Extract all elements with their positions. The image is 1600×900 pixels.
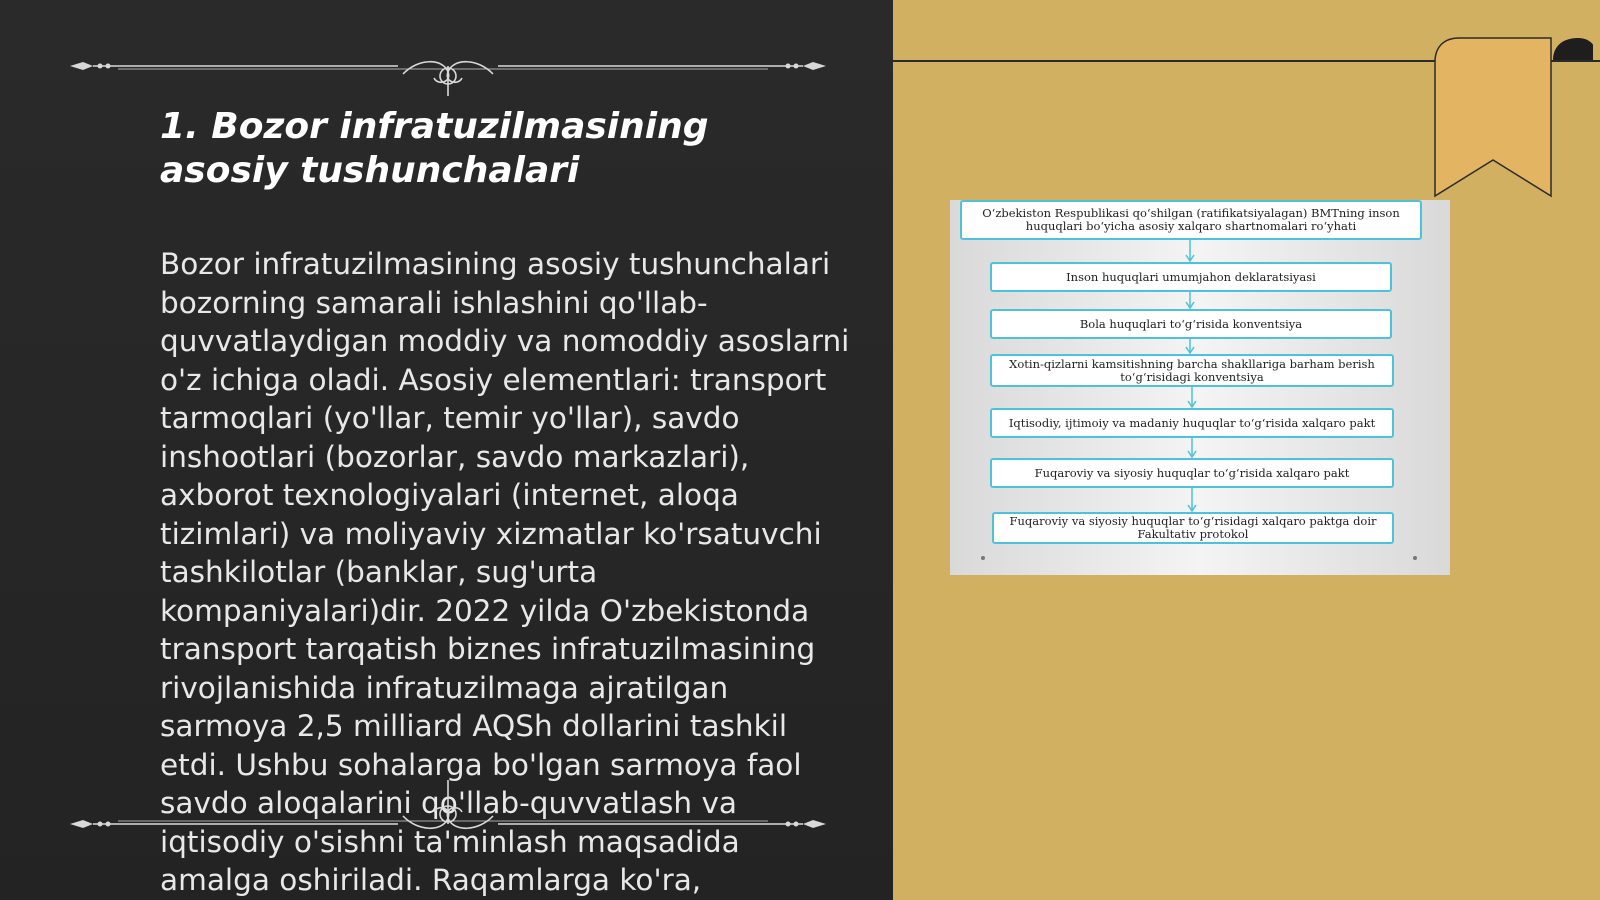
- figure-dot: [981, 556, 985, 560]
- arrow-down-icon: [1183, 339, 1197, 354]
- flowchart-box-2: Bola huquqlari to‘g‘risida konventsiya: [990, 309, 1392, 339]
- arrow-down-icon: [1185, 387, 1199, 408]
- arrow-down-icon: [1183, 240, 1197, 262]
- flowchart-box-3: Xotin-qizlarni kamsitishning barcha shakllariga barham berish to‘g‘risidagi konventsiya: [990, 354, 1394, 387]
- bottom-ornament-divider: [68, 780, 828, 840]
- arrow-down-icon: [1185, 488, 1199, 512]
- top-ornament-divider: [68, 36, 828, 96]
- arrow-down-icon: [1185, 438, 1199, 458]
- slide-body-text: Bozor infratuzilmasining asosiy tushunchalari bozorning samarali ishlashini qo'llab-quvvatlaydigan moddiy va nomoddiy asoslarni o'z ichiga oladi. Asosiy elementlari: transport tarmoqlari (yo'llar, temir yo'llar), savdo inshootlari (bozorlar, savdo markazlari), axborot texnologiyalari (internet, aloqa tizimlari) va moliyaviy xizmatlar ko'rsatuvchi tashkilotlar (banklar, sug'urta kompaniyalari)dir. 2022 yilda O'zbekistonda transport tarqatish biznes infratuzilmasining rivojlanishida infratuzilmaga ajratilgan sarmoya 2,5 milliard AQSh dollarini tashkil etdi. Ushbu sohalarga bo'lgan sarmoya faol savdo aloqalarini qo'llab-quvvatlash va iqtisodiy o'sishni ta'minlash maqsadida amalga oshiriladi. Raqamlarga ko'ra,: [160, 247, 850, 897]
- flowchart-image: [950, 200, 1450, 575]
- flowchart-box-1: Inson huquqlari umumjahon deklaratsiyasi: [990, 262, 1392, 292]
- figure-dot: [1413, 556, 1417, 560]
- flowchart-box-5: Fuqaroviy va siyosiy huquqlar to‘g‘risida xalqaro pakt: [990, 458, 1394, 488]
- arrow-down-icon: [1183, 292, 1197, 309]
- flowchart-box-4: Iqtisodiy, ijtimoiy va madaniy huquqlar to‘g‘risida xalqaro pakt: [990, 408, 1394, 438]
- flowchart-header-box: O‘zbekiston Respublikasi qo‘shilgan (ratifikatsiyalagan) BMTning inson huquqlari bo‘yicha asosiy xalqaro shartnomalari ro‘yhati: [960, 200, 1422, 240]
- slide-title: 1. Bozor infratuzilmasining asosiy tushunchalari: [160, 106, 709, 191]
- flowchart-box-6: Fuqaroviy va siyosiy huquqlar to‘g‘risidagi xalqaro paktga doir Fakultativ protokol: [992, 512, 1394, 544]
- bookmark-ribbon-icon: [1433, 36, 1593, 201]
